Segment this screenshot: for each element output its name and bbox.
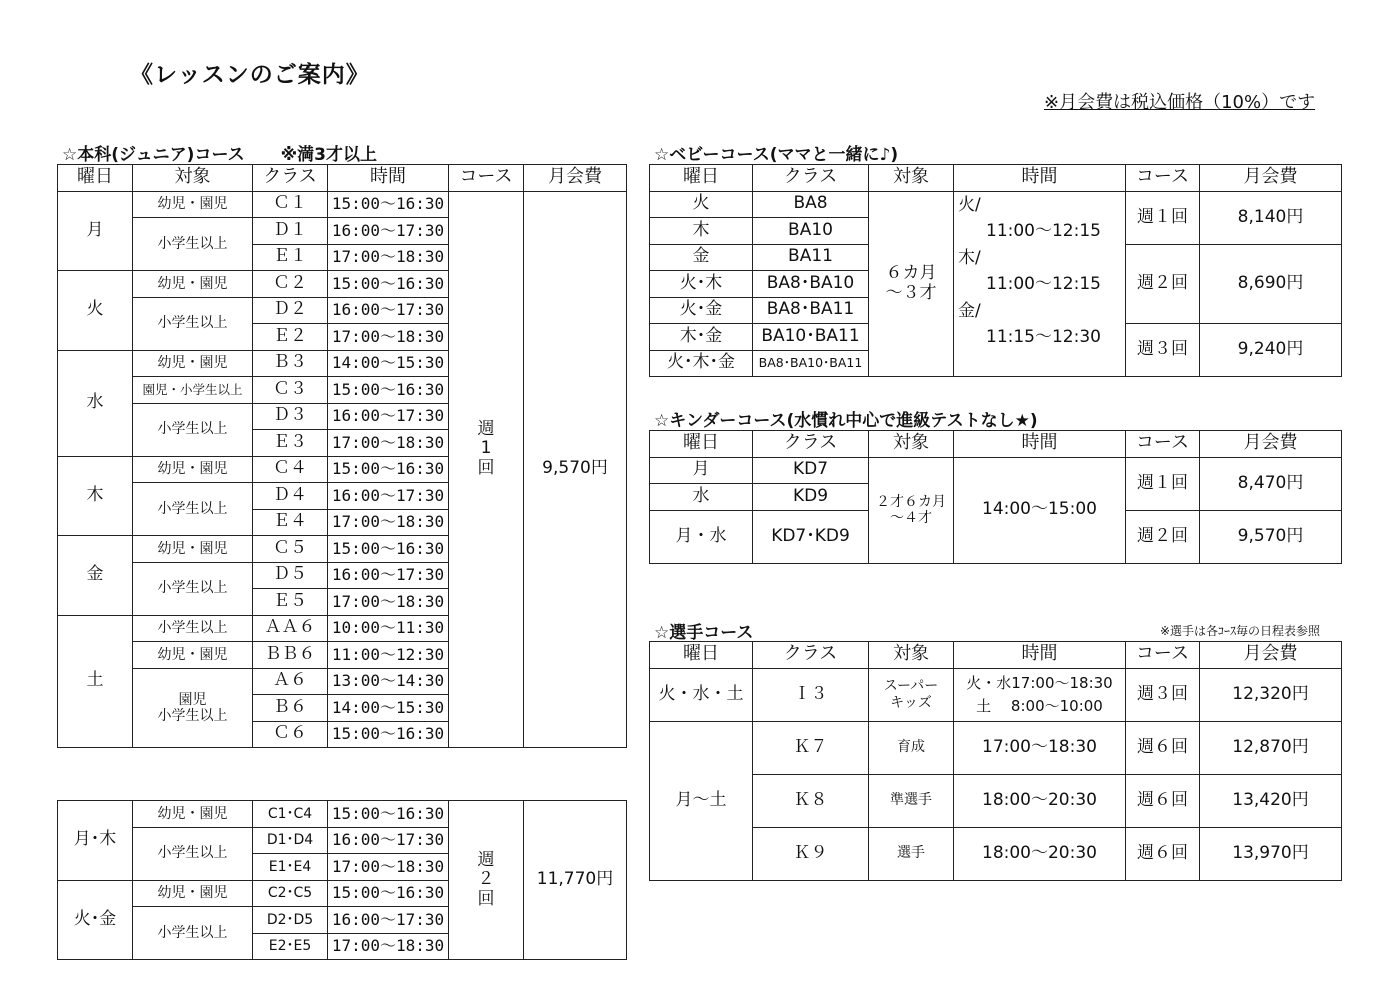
course-cell: 週６回 [1126, 827, 1200, 880]
day-cell: 月～土 [650, 721, 753, 880]
class-cell: Ｃ４ [253, 456, 328, 483]
athlete-table [649, 641, 1342, 881]
class-cell: Ｅ２ [253, 324, 328, 351]
target-line: スーパー [883, 678, 939, 695]
fee-cell: 8,470円 [1200, 457, 1342, 510]
day-cell: 土 [58, 615, 133, 748]
header-cell: クラス [753, 431, 869, 458]
target-cell: 幼児・園児 [133, 191, 253, 218]
class-cell: Ｃ１ [253, 191, 328, 218]
table-row [650, 774, 1342, 827]
day-cell: 木 [58, 456, 133, 536]
day-cell: 火･金 [650, 297, 753, 324]
class-cell: Ｉ３ [753, 668, 869, 721]
target-line: ～４才 [890, 510, 932, 526]
day-cell: 金 [650, 244, 753, 271]
class-cell: Ｅ３ [253, 430, 328, 457]
junior-heading [62, 140, 377, 165]
target-cell: 小学生以上 [133, 827, 253, 880]
class-cell: Ｄ５ [253, 562, 328, 589]
target-cell: 幼児・園児 [133, 642, 253, 669]
target-cell: 幼児・園児 [133, 271, 253, 298]
athlete-note: ※選手は各ｺｰｽ毎の日程表参照 [1160, 624, 1321, 638]
class-cell: Ｃ５ [253, 536, 328, 563]
target-cell [869, 668, 954, 721]
day-cell: 金 [58, 536, 133, 616]
junior-title: ☆本科(ジュニア)コース [62, 145, 245, 165]
time-day: 金/ [958, 300, 981, 321]
class-cell: Ｂ３ [253, 350, 328, 377]
target-cell: 選手 [869, 827, 954, 880]
target-cell: 小学生以上 [133, 403, 253, 456]
header-cell: 月会費 [1200, 165, 1342, 192]
class-cell: C2･C5 [253, 880, 328, 907]
course-char: 1 [480, 438, 492, 459]
target-cell [133, 668, 253, 748]
junior-table [57, 164, 627, 748]
time-cell: 16:00～17:30 [328, 827, 449, 854]
day-cell: 月・水 [650, 510, 753, 563]
day-cell: 水 [58, 350, 133, 456]
target-cell: 小学生以上 [133, 483, 253, 536]
header-cell: 対象 [869, 165, 954, 192]
course-cell: 週１回 [1126, 191, 1200, 244]
time-cell: 15:00～16:30 [328, 191, 449, 218]
table-row [650, 827, 1342, 880]
day-cell: 木 [650, 218, 753, 245]
fee-cell: 8,140円 [1200, 191, 1342, 244]
time-range: 11:00～12:15 [986, 274, 1101, 294]
class-cell: KD7 [753, 457, 869, 484]
class-cell: Ｋ８ [753, 774, 869, 827]
time-cell: 14:00～15:30 [328, 350, 449, 377]
target-line: 小学生以上 [157, 707, 228, 724]
time-cell: 17:00～18:30 [328, 509, 449, 536]
class-cell: C1･C4 [253, 801, 328, 828]
course-cell: 週３回 [1126, 324, 1200, 377]
header-cell: コース [449, 165, 524, 192]
target-cell: 幼児・園児 [133, 536, 253, 563]
time-cell: 15:00～16:30 [328, 456, 449, 483]
time-line: 土 8:00～10:00 [976, 696, 1103, 715]
target-line: ２才６カ月 [876, 493, 946, 510]
class-cell: BA8･BA11 [753, 297, 869, 324]
course-char: 回 [477, 888, 495, 909]
table-row [650, 668, 1342, 721]
table-row [650, 721, 1342, 774]
time-cell: 17:00～18:30 [328, 933, 449, 960]
table-header-row [58, 165, 627, 192]
table-header-row [650, 431, 1342, 458]
fee-cell: 13,420円 [1200, 774, 1342, 827]
class-cell: Ｋ７ [753, 721, 869, 774]
class-cell: BA8 [753, 191, 869, 218]
header-cell: 月会費 [1200, 431, 1342, 458]
target-cell: 小学生以上 [133, 615, 253, 642]
course-cell: 週２回 [1126, 510, 1200, 563]
time-cell: 15:00～16:30 [328, 880, 449, 907]
fee-cell: 9,570円 [1200, 510, 1342, 563]
header-cell: 曜日 [650, 642, 753, 669]
class-cell: Ｋ９ [753, 827, 869, 880]
class-cell: Ａ６ [253, 668, 328, 695]
class-cell: Ｂ６ [253, 695, 328, 722]
time-cell: 15:00～16:30 [328, 271, 449, 298]
header-cell: 時間 [954, 431, 1126, 458]
header-cell: クラス [753, 165, 869, 192]
day-cell: 月 [58, 191, 133, 271]
time-cell: 10:00～11:30 [328, 615, 449, 642]
target-cell: 幼児・園児 [133, 801, 253, 828]
course-cell: 週１回 [1126, 457, 1200, 510]
time-cell: 15:00～16:30 [328, 801, 449, 828]
day-cell: 月 [650, 457, 753, 484]
target-cell: 小学生以上 [133, 907, 253, 960]
header-cell: 月会費 [524, 165, 627, 192]
target-line: ～３才 [885, 282, 937, 303]
time-cell: 18:00～20:30 [954, 774, 1126, 827]
header-cell: 曜日 [650, 165, 753, 192]
day-cell: 火･金 [58, 880, 133, 960]
table-row [650, 457, 1342, 484]
time-cell [954, 191, 1126, 377]
class-cell: Ｅ１ [253, 244, 328, 271]
class-cell: Ｄ３ [253, 403, 328, 430]
time-cell: 17:00～18:30 [328, 244, 449, 271]
header-cell: 曜日 [650, 431, 753, 458]
time-line: 火・水17:00～18:30 [966, 674, 1113, 692]
day-cell: 月･木 [58, 801, 133, 881]
time-cell: 17:00～18:30 [328, 854, 449, 881]
course-char: 週 [477, 418, 495, 439]
time-cell: 17:00～18:30 [954, 721, 1126, 774]
class-cell: BA10 [753, 218, 869, 245]
course-cell: 週６回 [1126, 721, 1200, 774]
target-cell: 準選手 [869, 774, 954, 827]
time-cell: 15:00～16:30 [328, 536, 449, 563]
fee-cell: 11,770円 [524, 801, 627, 960]
time-cell: 18:00～20:30 [954, 827, 1126, 880]
table-header-row [650, 642, 1342, 669]
time-cell: 16:00～17:30 [328, 483, 449, 510]
table-header-row [650, 165, 1342, 192]
header-cell: 曜日 [58, 165, 133, 192]
target-cell: 小学生以上 [133, 297, 253, 350]
junior-subtitle: ※満3才以上 [280, 145, 377, 165]
header-cell: 時間 [328, 165, 449, 192]
course-char: 回 [477, 458, 495, 479]
table-row [650, 191, 1342, 218]
header-cell: 月会費 [1200, 642, 1342, 669]
header-cell: 対象 [133, 165, 253, 192]
time-cell: 13:00～14:30 [328, 668, 449, 695]
class-cell: BA8･BA10 [753, 271, 869, 298]
time-cell: 17:00～18:30 [328, 589, 449, 616]
course-cell: 週２回 [1126, 244, 1200, 324]
class-cell: D1･D4 [253, 827, 328, 854]
header-cell: 対象 [869, 642, 954, 669]
time-cell: 16:00～17:30 [328, 562, 449, 589]
fee-cell: 9,570円 [524, 191, 627, 748]
target-cell: 幼児・園児 [133, 350, 253, 377]
time-cell: 11:00～12:30 [328, 642, 449, 669]
course-char: 週 [477, 849, 495, 870]
time-cell [954, 668, 1126, 721]
class-cell: KD9 [753, 484, 869, 511]
header-cell: クラス [753, 642, 869, 669]
fee-cell: 13,970円 [1200, 827, 1342, 880]
target-line: キッズ [890, 694, 932, 711]
time-cell: 17:00～18:30 [328, 430, 449, 457]
baby-table [649, 164, 1342, 377]
table-row [58, 801, 627, 828]
day-cell: 水 [650, 484, 753, 511]
header-cell: コース [1126, 642, 1200, 669]
target-cell: 育成 [869, 721, 954, 774]
time-cell: 16:00～17:30 [328, 297, 449, 324]
class-cell: Ｅ５ [253, 589, 328, 616]
target-cell [869, 457, 954, 563]
header-cell: 対象 [869, 431, 954, 458]
header-cell: コース [1126, 431, 1200, 458]
fee-cell: 12,320円 [1200, 668, 1342, 721]
class-cell: Ｄ２ [253, 297, 328, 324]
kinder-table [649, 430, 1342, 564]
class-cell: E2･E5 [253, 933, 328, 960]
class-cell: ＡＡ６ [253, 615, 328, 642]
class-cell: Ｃ３ [253, 377, 328, 404]
class-cell: Ｄ１ [253, 218, 328, 245]
day-cell: 火 [650, 191, 753, 218]
course-cell [449, 801, 524, 960]
target-cell: 園児・小学生以上 [133, 377, 253, 404]
athlete-heading: ☆選手コース [654, 623, 754, 643]
time-cell: 16:00～17:30 [328, 907, 449, 934]
page-title: 《レッスンのご案内》 [130, 62, 370, 88]
course-cell: 週３回 [1126, 668, 1200, 721]
day-cell: 木･金 [650, 324, 753, 351]
time-day: 木/ [958, 247, 981, 268]
class-cell: BA11 [753, 244, 869, 271]
target-cell: 小学生以上 [133, 562, 253, 615]
course-char: ２ [477, 869, 495, 890]
class-cell: Ｅ４ [253, 509, 328, 536]
table-row [58, 191, 627, 218]
class-cell: KD7･KD9 [753, 510, 869, 563]
time-cell: 16:00～17:30 [328, 218, 449, 245]
header-cell: コース [1126, 165, 1200, 192]
header-cell: クラス [253, 165, 328, 192]
fee-cell: 8,690円 [1200, 244, 1342, 324]
time-cell: 17:00～18:30 [328, 324, 449, 351]
target-cell [869, 191, 954, 377]
class-cell: D2･D5 [253, 907, 328, 934]
target-cell: 幼児・園児 [133, 456, 253, 483]
header-cell: 時間 [954, 642, 1126, 669]
course-cell: 週６回 [1126, 774, 1200, 827]
day-cell: 火･木 [650, 271, 753, 298]
time-cell: 16:00～17:30 [328, 403, 449, 430]
target-cell: 幼児・園児 [133, 880, 253, 907]
class-cell: Ｃ６ [253, 721, 328, 748]
class-cell: BA10･BA11 [753, 324, 869, 351]
baby-heading: ☆ベビーコース(ママと一緒に♪) [654, 145, 899, 165]
fee-cell: 9,240円 [1200, 324, 1342, 377]
time-cell: 15:00～16:30 [328, 721, 449, 748]
course-cell [449, 191, 524, 748]
day-cell: 火 [58, 271, 133, 351]
class-cell: E1･E4 [253, 854, 328, 881]
class-cell: Ｄ４ [253, 483, 328, 510]
target-line: 園児 [178, 691, 207, 708]
kinder-heading: ☆キンダーコース(水慣れ中心で進級テストなし★) [654, 411, 1038, 431]
time-cell: 14:00～15:30 [328, 695, 449, 722]
header-cell: 時間 [954, 165, 1126, 192]
time-range: 11:00～12:15 [986, 221, 1101, 241]
tax-note: ※月会費は税込価格（10%）です [1044, 92, 1316, 113]
twice-weekly-table [57, 800, 627, 960]
class-cell: Ｃ２ [253, 271, 328, 298]
fee-cell: 12,870円 [1200, 721, 1342, 774]
day-cell: 火･木･金 [650, 350, 753, 377]
target-line: ６カ月 [885, 263, 937, 284]
time-cell: 15:00～16:30 [328, 377, 449, 404]
day-cell: 火・水・土 [650, 668, 753, 721]
target-cell: 小学生以上 [133, 218, 253, 271]
time-cell: 14:00～15:00 [954, 457, 1126, 563]
time-range: 11:15～12:30 [986, 327, 1101, 347]
class-cell: ＢＢ６ [253, 642, 328, 669]
time-day: 火/ [958, 194, 981, 215]
class-cell: BA8･BA10･BA11 [753, 350, 869, 377]
